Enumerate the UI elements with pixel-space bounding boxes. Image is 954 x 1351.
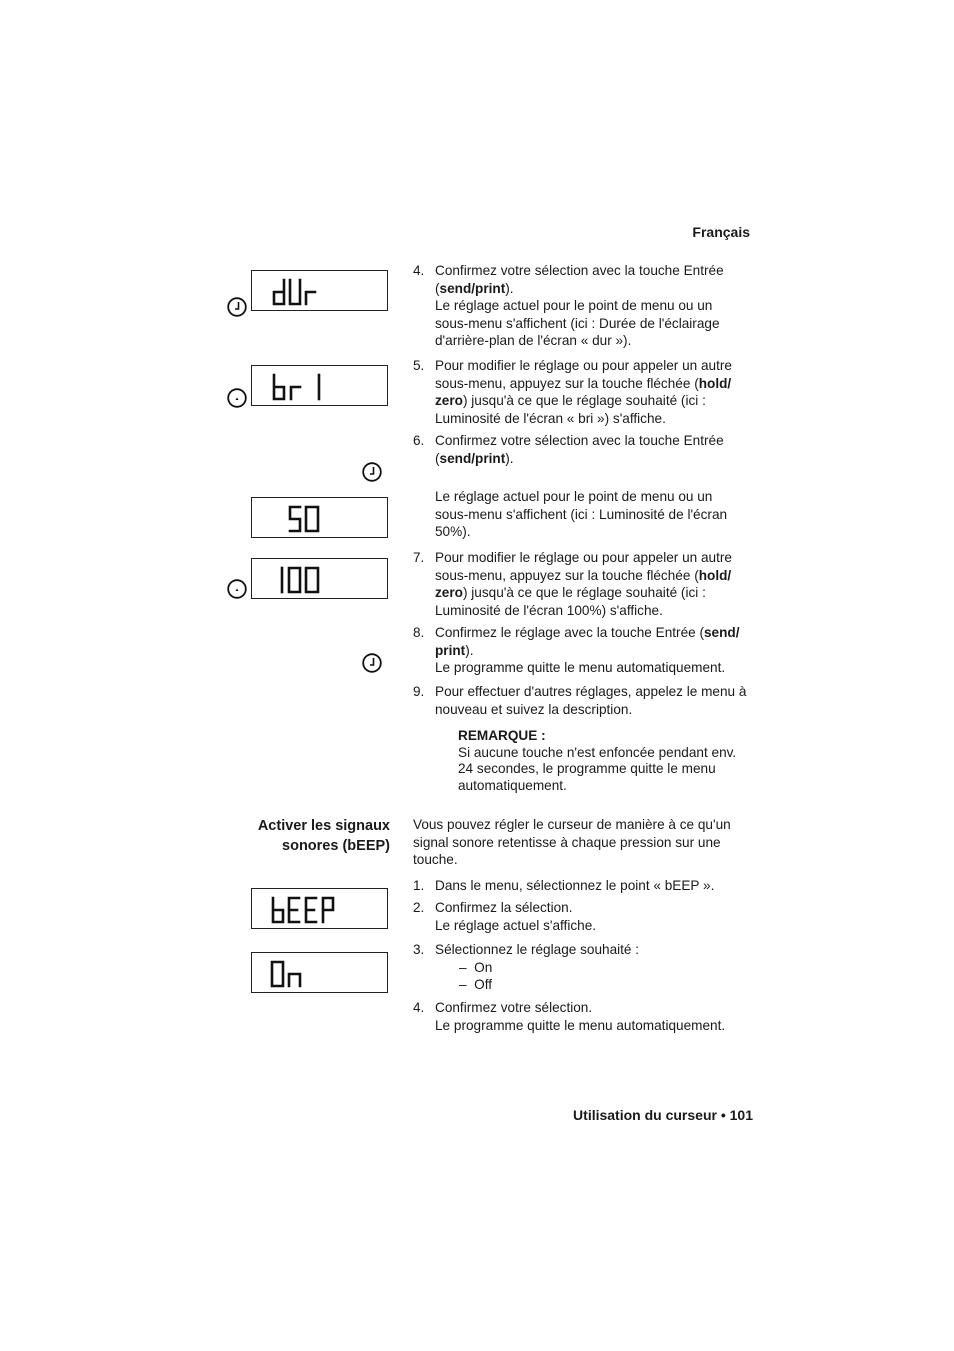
step-number: 4. <box>413 263 425 278</box>
lcd-display-50 <box>251 497 388 538</box>
step-number: 3. <box>413 942 425 957</box>
step-line: Le réglage actuel pour le point de menu ou un <box>435 298 713 313</box>
step-line: Pour effectuer d'autres réglages, appelez le menu à <box>435 684 747 699</box>
step-line: Le réglage actuel pour le point de menu ou un <box>435 489 713 504</box>
step-line: Confirmez la sélection. <box>435 900 573 915</box>
step-number: 9. <box>413 684 425 699</box>
step-line: (send/print). <box>435 450 514 466</box>
step-item <box>413 999 758 1034</box>
step-line: sous-menu s'affichent (ici : Luminosité de l'écran <box>435 506 728 522</box>
enter-key-icon <box>361 461 383 483</box>
step-line: Luminosité de l'écran « bri ») s'affiche. <box>435 410 666 426</box>
step-number: 7. <box>413 550 425 565</box>
step-line: Dans le menu, sélectionnez le point « bEEP ». <box>435 878 715 893</box>
step-continuation <box>413 488 758 541</box>
step-line: Le programme quitte le menu automatiquement. <box>435 660 726 675</box>
step-line: print). <box>435 642 474 658</box>
step-line: Le réglage actuel s'affiche. <box>435 917 597 933</box>
step-line: 50%). <box>435 524 471 539</box>
lcd-display-on <box>251 952 388 993</box>
step-number: 8. <box>413 625 425 640</box>
note-line: 24 secondes, le programme quitte le menu <box>458 761 716 776</box>
step-line: nouveau et suivez la description. <box>435 701 633 717</box>
step-line: zero) jusqu'à ce que le réglage souhaité (ici : <box>435 393 706 408</box>
step-number: 5. <box>413 358 425 373</box>
page-footer: Utilisation du curseur • 101 <box>573 1107 753 1123</box>
note-box <box>458 728 758 794</box>
lcd-display-bri <box>251 365 388 406</box>
step-item <box>413 262 758 350</box>
step-number: 1. <box>413 878 425 893</box>
step-item <box>413 624 758 677</box>
step-number: 2. <box>413 900 425 915</box>
enter-key-icon <box>361 652 383 674</box>
step-line: zero) jusqu'à ce que le réglage souhaité (ici : <box>435 585 706 600</box>
step-line: Luminosité de l'écran 100%) s'affiche. <box>435 602 663 618</box>
step-line: Le programme quitte le menu automatiquement. <box>435 1017 726 1033</box>
step-item <box>413 899 758 934</box>
step-line: Confirmez le réglage avec la touche Entrée (send/ <box>435 625 740 640</box>
step-line: Pour modifier le réglage ou pour appeler un autre <box>435 358 732 373</box>
note-line: automatiquement. <box>458 777 567 793</box>
section-title: Activer les signaux sonores (bEEP) <box>257 818 390 854</box>
lcd-display-beep <box>251 888 388 929</box>
step-line: sous-menu, appuyez sur la touche fléchée (hold/ <box>435 375 732 391</box>
step-number: 4. <box>413 1000 425 1015</box>
option-item: – Off <box>459 977 493 992</box>
step-item <box>413 357 758 427</box>
lcd-display-dur <box>251 270 388 311</box>
note-title: REMARQUE : <box>458 728 546 743</box>
option-item: – On <box>459 959 493 975</box>
enter-key-icon <box>226 296 248 318</box>
step-line: Confirmez votre sélection avec la touche Entrée <box>435 263 724 278</box>
step-line: (send/print). <box>435 280 514 296</box>
step-line: Confirmez votre sélection avec la touche Entrée <box>435 433 724 448</box>
step-line: Sélectionnez le réglage souhaité : <box>435 942 640 957</box>
step-line: d'arrière-plan de l'écran « dur »). <box>435 333 632 348</box>
lcd-display-100 <box>251 558 388 599</box>
arrow-key-icon <box>226 578 248 600</box>
step-line: sous-menu s'affichent (ici : Durée de l'éclairage <box>435 315 720 331</box>
step-number: 6. <box>413 433 425 448</box>
step-item <box>413 683 758 718</box>
step-item <box>413 432 758 467</box>
step-item <box>413 941 758 994</box>
step-item <box>413 877 758 895</box>
arrow-key-icon <box>226 387 248 409</box>
language-label: Français <box>692 224 750 240</box>
note-line: Si aucune touche n'est enfoncée pendant env. <box>458 744 737 760</box>
step-line: Confirmez votre sélection. <box>435 1000 593 1015</box>
step-item <box>413 549 758 619</box>
section-intro: Vous pouvez régler le curseur de manière à ce qu'un signal sonore retentisse à chaque pression sur une touche. <box>413 817 731 867</box>
step-line: Pour modifier le réglage ou pour appeler un autre <box>435 550 732 565</box>
step-line: sous-menu, appuyez sur la touche fléchée (hold/ <box>435 567 732 583</box>
